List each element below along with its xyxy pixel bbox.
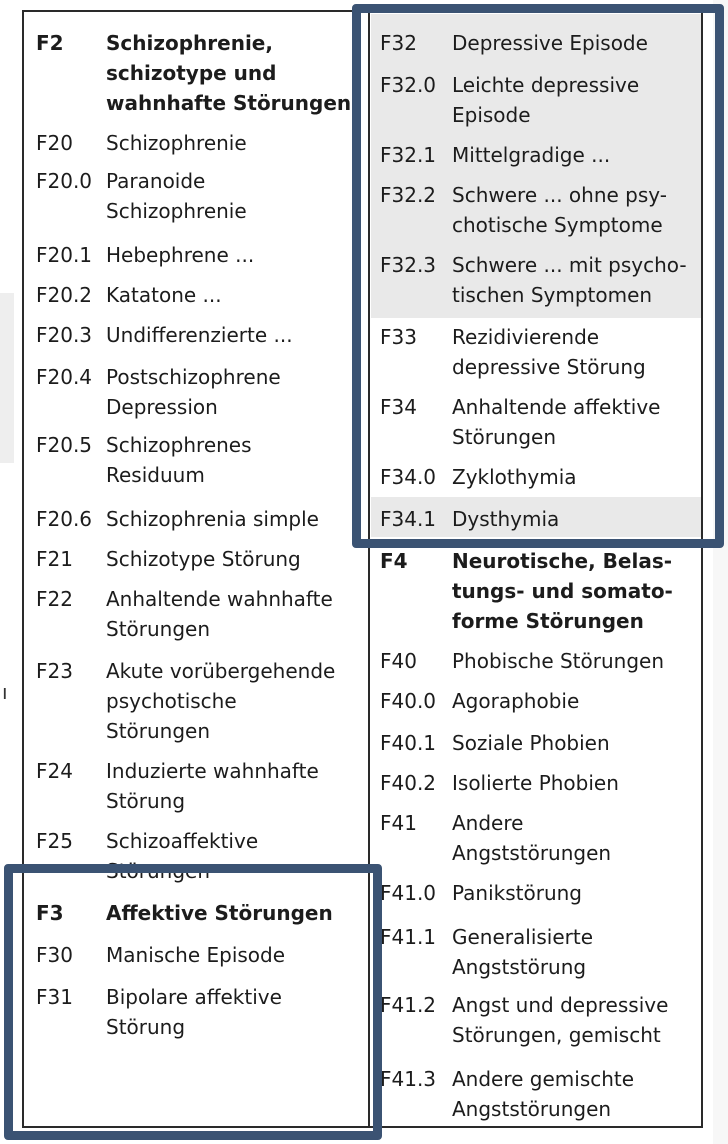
diagnosis-label: Schizophrenie (106, 131, 247, 155)
diagnosis-label: Schizophrenes Residuum (106, 433, 252, 487)
entry-f20-2 (36, 280, 222, 310)
icd-code: F41.2 (380, 993, 437, 1017)
icd-code: F41 (380, 811, 417, 835)
diagnosis-label: Agoraphobie (452, 689, 580, 713)
diagnosis-label: Undifferenzierte ... (106, 323, 293, 347)
diagnosis-label: Zyklothymia (452, 465, 577, 489)
entry-f21 (36, 544, 301, 574)
diagnosis-label: Andere Angststörungen (452, 811, 612, 865)
diagnosis-label: Schwere ... mit psycho- tischen Symptomen (452, 253, 687, 307)
icd-code: F20.5 (36, 433, 93, 457)
diagnosis-label: Schizotype Störung (106, 547, 301, 571)
icd-code: F32.3 (380, 253, 437, 277)
icd-code: F34.1 (380, 507, 437, 531)
diagnosis-label: Induzierte wahnhafte Störung (106, 759, 319, 813)
icd-code: F25 (36, 829, 73, 853)
entry-f41-1 (380, 922, 593, 982)
icd-code: F4 (380, 549, 408, 573)
diagnosis-label: Hebephrene ... (106, 243, 255, 267)
icd-code: F21 (36, 547, 73, 571)
entry-f20-4 (36, 362, 281, 422)
icd-code: F41.1 (380, 925, 437, 949)
diagnosis-label: Paranoide Schizophrenie (106, 169, 247, 223)
icd-code: F32.2 (380, 183, 437, 207)
icd-code: F20.0 (36, 169, 93, 193)
diagnosis-label: Schizophrenia simple (106, 507, 319, 531)
icd-code: F20.2 (36, 283, 93, 307)
icd-code: F24 (36, 759, 73, 783)
entry-f41-2 (380, 990, 668, 1050)
diagnosis-label: Katatone ... (106, 283, 222, 307)
entry-f40-0 (380, 686, 579, 716)
entry-f20-5 (36, 430, 252, 490)
entry-f20-0 (36, 166, 247, 226)
entry-f20 (36, 128, 247, 158)
entry-f20-1 (36, 240, 254, 270)
entry-f41-0 (380, 878, 582, 908)
icd-code: F22 (36, 587, 73, 611)
entry-f40 (380, 646, 664, 676)
diagnosis-label: Akute vorübergehende psychotische Störungen (106, 659, 336, 743)
entry-f41-3 (380, 1064, 634, 1124)
diagnosis-label: Schizophrenie, schizotype und wahnhafte Störungen (106, 31, 352, 115)
entry-f20-6 (36, 504, 319, 534)
diagnosis-label: Phobische Störungen (452, 649, 665, 673)
diagnosis-label: Soziale Phobien (452, 731, 610, 755)
diagnosis-label: Depressive Episode (452, 31, 648, 55)
diagnosis-label: Mittelgradige ... (452, 143, 611, 167)
entry-f24 (36, 756, 319, 816)
diagnosis-label: Panikstörung (452, 881, 582, 905)
icd-code: F40.2 (380, 771, 437, 795)
entry-f40-2 (380, 768, 619, 798)
diagnosis-label: Schizoaffektive Störungen (106, 829, 259, 883)
diagnosis-label: Leichte depressive Episode (452, 73, 640, 127)
entry-f20-3 (36, 320, 293, 350)
diagnosis-label: Postschizophrene Depression (106, 365, 281, 419)
diagnosis-label: Anhaltende affektive Störungen (452, 395, 661, 449)
icd-code: F30 (36, 943, 73, 967)
icd-code: F34 (380, 395, 417, 419)
icd-code: F40.0 (380, 689, 437, 713)
icd-code: F33 (380, 325, 417, 349)
icd-code: F41.3 (380, 1067, 437, 1091)
entry-f23 (36, 656, 335, 746)
icd-code: F20.3 (36, 323, 93, 347)
diagnosis-label: Anhaltende wahnhafte Störungen (106, 587, 333, 641)
stray-mark: ı (2, 680, 8, 704)
entry-f4 (380, 546, 673, 636)
icd-code: F20.1 (36, 243, 93, 267)
icd-code: F20 (36, 131, 73, 155)
entry-f41 (380, 808, 611, 868)
diagnosis-label: Isolierte Phobien (452, 771, 619, 795)
diagnosis-label: Manische Episode (106, 943, 286, 967)
icd-code: F32.0 (380, 73, 437, 97)
icd-code: F23 (36, 659, 73, 683)
icd-code: F40 (380, 649, 417, 673)
icd-code: F34.0 (380, 465, 437, 489)
icd-code: F20.4 (36, 365, 93, 389)
entry-f40-1 (380, 728, 610, 758)
diagnosis-label: Bipolare affektive Störung (106, 985, 282, 1039)
entry-f2 (36, 28, 351, 118)
icd-code: F32.1 (380, 143, 437, 167)
background-strip (0, 293, 14, 463)
diagnosis-label: Generalisierte Angststörung (452, 925, 594, 979)
icd-code: F3 (36, 901, 64, 925)
icd-code: F41.0 (380, 881, 437, 905)
diagnosis-label: Angst und depressive Störungen, gemischt (452, 993, 669, 1047)
diagnosis-label: Schwere ... ohne psy- chotische Symptome (452, 183, 667, 237)
diagnosis-label: Dysthymia (452, 507, 560, 531)
highlight-box-depression (352, 4, 724, 548)
highlight-box-affective (4, 864, 382, 1140)
diagnosis-label: Neurotische, Belas- tungs- und somato- forme Störungen (452, 549, 673, 633)
diagnosis-label: Andere gemischte Angststörungen (452, 1067, 635, 1121)
icd-code: F31 (36, 985, 73, 1009)
diagnosis-label: Affektive Störungen (106, 901, 333, 925)
icd-code: F2 (36, 31, 64, 55)
icd-code: F32 (380, 31, 417, 55)
entry-f22 (36, 584, 333, 644)
icd-code: F40.1 (380, 731, 437, 755)
icd-code: F20.6 (36, 507, 93, 531)
diagnosis-label: Rezidivierende depressive Störung (452, 325, 646, 379)
